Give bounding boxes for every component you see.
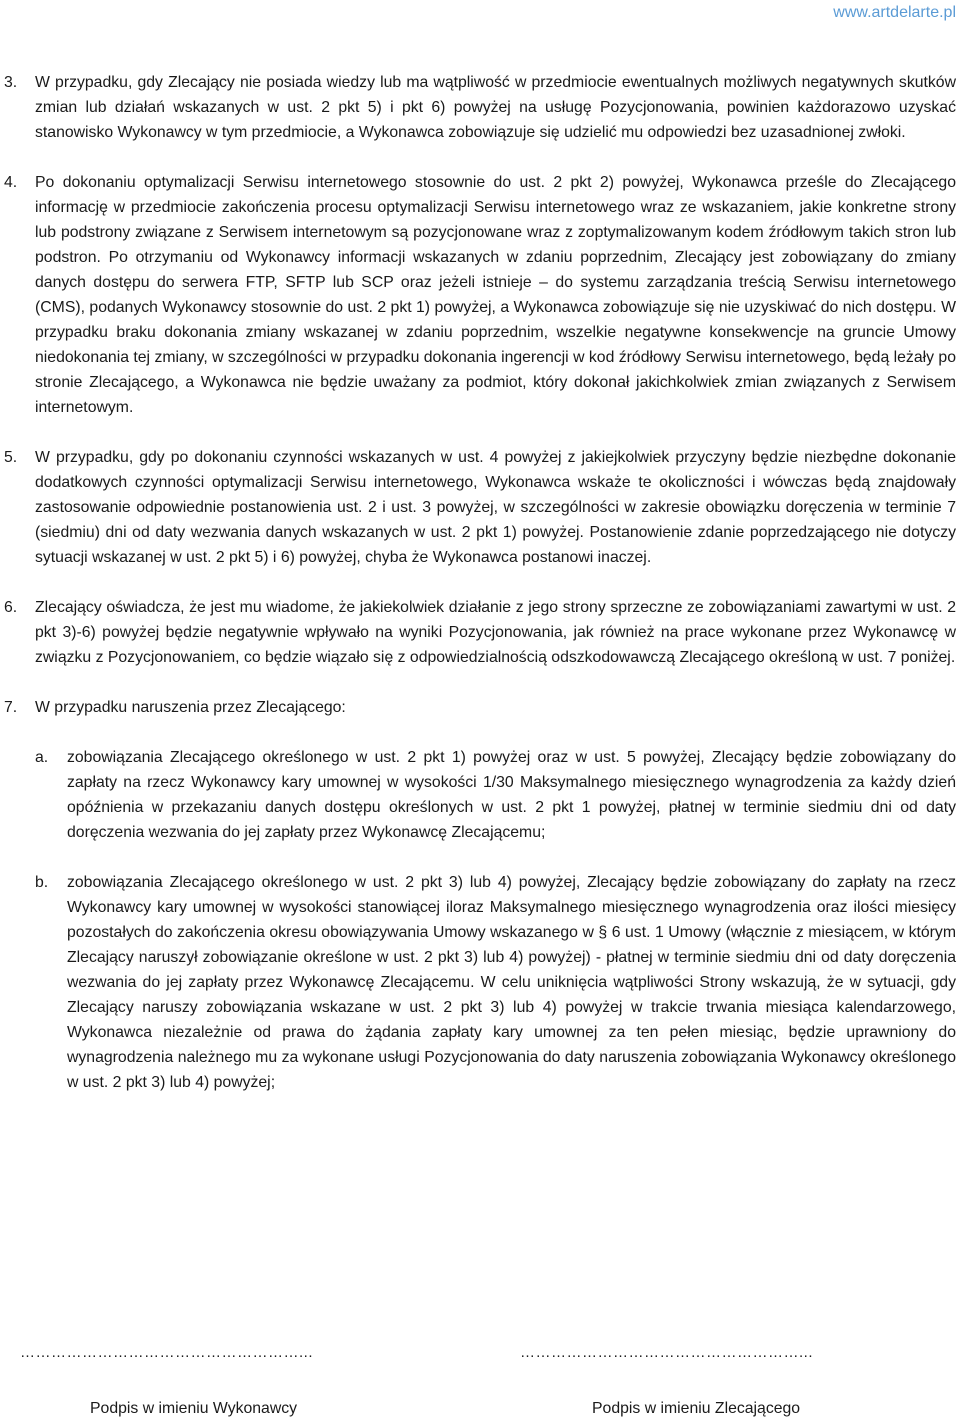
signature-line-client: ………………………………………………... <box>520 1344 814 1361</box>
document-body <box>0 70 960 1120</box>
subsection-a <box>0 745 960 845</box>
header-link[interactable]: www.artdelarte.pl <box>833 4 956 21</box>
section-4 <box>0 170 960 420</box>
section-number: 5. <box>4 449 18 466</box>
signature-label-client: Podpis w imieniu Zlecającego <box>592 1400 801 1417</box>
section-5 <box>0 445 960 570</box>
section-text: W przypadku, gdy po dokonaniu czynności wskazanych w ust. 4 powyżej z jakiejkolwiek przyczyny będzie niezbędne dokonanie dodatkowych czynności optymalizacji Serwisu internetowego, Wykonawca wskaże te okoliczności i wówczas będą znajdowały zastosowanie odpowiednie postanowienia ust. 2 i ust. 3 powyżej, w szczególności w zakresie obowiązku doręczenia w terminie 7 (siedmiu) dni od daty wezwania danych wskazanych w ust. 2 pkt 1) powyżej. Postanowienie zdanie poprzedzającego nie dotyczy sytuacji wskazanej w ust. 2 pkt 5) i 6) powyżej, chyba że Wykonawca postanowi inaczej. <box>35 449 956 566</box>
section-text: W przypadku, gdy Zlecający nie posiada wiedzy lub ma wątpliwość w przedmiocie ewentualnych możliwych negatywnych skutków zmian lub działań wskazanych w ust. 2 pkt 5) i pkt 6) powyżej na usługę Pozycjonowania, powinien każdorazowo uzyskać stanowisko Wykonawcy w tym przedmiocie, a Wykonawca zobowiązuje się udzielić mu odpowiedzi bez uzasadnionej zwłoki. <box>35 74 956 141</box>
section-number: 6. <box>4 599 18 616</box>
section-text: W przypadku naruszenia przez Zlecającego: <box>35 699 346 716</box>
subsection-b <box>0 870 960 1095</box>
subsection-letter: b. <box>35 874 49 891</box>
subsection-text: zobowiązania Zlecającego określonego w ust. 2 pkt 3) lub 4) powyżej, Zlecający będzie zobowiązany do zapłaty na rzecz Wykonawcy kary umownej w wysokości stanowiącej iloraz Maksymalnego miesięcznego wynagrodzenia oraz ilości miesięcy pozostałych do zakończenia okresu obowiązywania Umowy wskazanego w § 6 ust. 1 Umowy (włącznie z miesiącem, w którym Zlecający naruszył zobowiązanie określone w ust. 2 pkt 3) lub 4) powyżej) - płatnej w terminie siedmiu dni od daty doręczenia wezwania do jej zapłaty przez Wykonawcę Zlecającemu. W celu uniknięcia wątpliwości Strony wskazują, że w sytuacji, gdy Zlecający naruszy zobowiązania wskazane w ust. 2 pkt 3) lub 4) powyżej w trakcie trwania miesiąca kalendarzowego, Wykonawca niezależnie od prawa do żądania zapłaty kary umownej za ten pełen miesiąc, będzie uprawniony do wynagrodzenia należnego mu za wykonane usługi Pozycjonowania do daty naruszenia zobowiązania Wykonawcy określonego w ust. 2 pkt 3) lub 4) powyżej; <box>67 874 956 1091</box>
section-number: 3. <box>4 74 18 91</box>
section-6 <box>0 595 960 670</box>
subsection-letter: a. <box>35 749 49 766</box>
signature-line-contractor: ………………………………………………... <box>20 1344 314 1361</box>
section-7 <box>0 695 960 720</box>
section-number: 7. <box>4 699 18 716</box>
section-text: Po dokonaniu optymalizacji Serwisu internetowego stosownie do ust. 2 pkt 2) powyżej, Wykonawca prześle do Zlecającego informację w przedmiocie zakończenia procesu optymalizacji Serwisu internetowego wraz ze wskazaniem, jakie konkretne strony lub podstrony związane z Serwisem internetowym są pozycjonowane wraz z zoptymalizowanym kodem źródłowym takich stron lub podstron. Po otrzymaniu od Wykonawcy informacji wskazanych w zdaniu poprzednim, Zlecający jest zobowiązany do zmiany danych dostępu do serwera FTP, SFTP lub SCP oraz jeżeli istnieje – do systemu zarządzania treścią Serwisu internetowego (CMS), podanych Wykonawcy stosownie do ust. 2 pkt 1) powyżej, a Wykonawca zobowiązuje się nie uzyskiwać do nich dostępu. W przypadku braku dokonania zmiany wskazanej w zdaniu poprzednim, wszelkie negatywne konsekwencje na gruncie Umowy niedokonania tej zmiany, w szczególności w przypadku dokonania ingerencji w kod źródłowy Serwisu internetowego, będą leżały po stronie Zlecającego, a Wykonawca nie będzie uważany za podmiot, który dokonał jakichkolwiek zmian związanych z Serwisem internetowym. <box>35 174 956 416</box>
section-3 <box>0 70 960 145</box>
subsection-text: zobowiązania Zlecającego określonego w ust. 2 pkt 1) powyżej oraz w ust. 5 powyżej, Zlecający będzie zobowiązany do zapłaty na rzecz Wykonawcy kary umownej w wysokości 1/30 Maksymalnego miesięcznego wynagrodzenia za każdy dzień opóźnienia w przekazaniu danych dostępu określonych w ust. 2 pkt 1 powyżej, płatnej w terminie siedmiu dni od daty doręczenia wezwania do jej zapłaty przez Wykonawcę Zlecającemu; <box>67 749 956 841</box>
section-number: 4. <box>4 174 18 191</box>
signature-label-contractor: Podpis w imieniu Wykonawcy <box>90 1400 298 1417</box>
section-text: Zlecający oświadcza, że jest mu wiadome, że jakiekolwiek działanie z jego strony sprzeczne ze zobowiązaniami zawartymi w ust. 2 pkt 3)-6) powyżej będzie negatywnie wpływało na wyniki Pozycjonowania, jak również na prace wykonane przez Wykonawcę w związku z Pozycjonowaniem, co będzie wiązało się z odpowiedzialnością odszkodowawczą Zlecającego określoną w ust. 7 poniżej. <box>35 599 956 666</box>
